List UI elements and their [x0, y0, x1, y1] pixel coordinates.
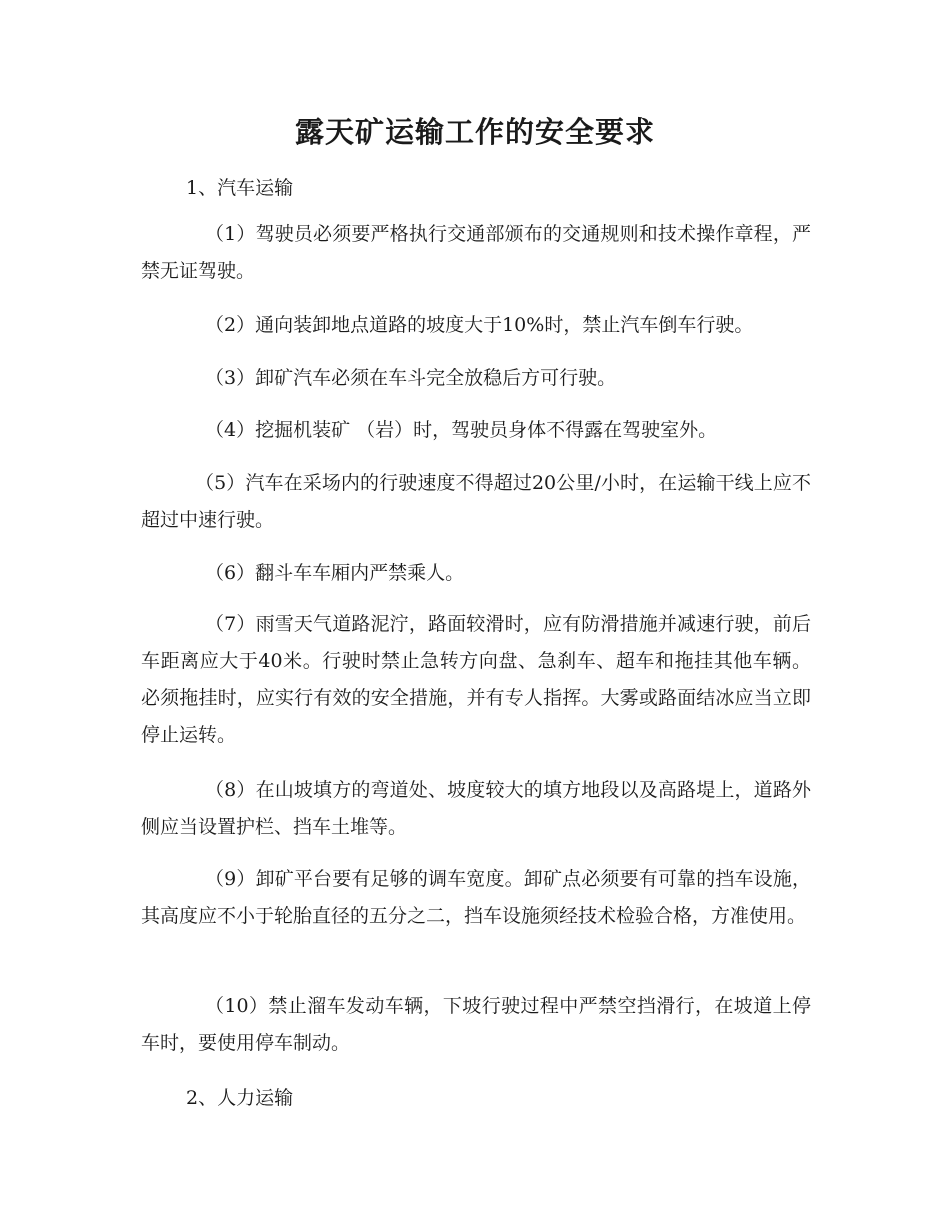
paragraph-item-3: （3）卸矿汽车必须在车斗完全放稳后方可行驶。: [205, 367, 617, 389]
section-heading-2: 2、人力运输: [186, 1087, 294, 1109]
paragraph-item-8: （8）在山坡填方的弯道处、坡度较大的填方地段以及高路堤上，道路外侧应当设置护栏、挡车土堆等。: [141, 779, 811, 838]
paragraph-item-5: （5）汽车在采场内的行驶速度不得超过20公里/小时，在运输干线上应不超过中速行驶。: [141, 472, 811, 531]
paragraph-item-2: （2）通向装卸地点道路的坡度大于10%时，禁止汽车倒车行驶。: [205, 314, 754, 336]
paragraph-item-10: （10）禁止溜车发动车辆，下坡行驶过程中严禁空挡滑行，在坡道上停车时，要使用停车制动。: [141, 995, 811, 1054]
paragraph-item-4: （4）挖掘机装矿 （岩）时，驾驶员身体不得露在驾驶室外。: [205, 419, 718, 441]
document-title: 露天矿运输工作的安全要求: [294, 115, 655, 149]
paragraph-item-9: （9）卸矿平台要有足够的调车宽度。卸矿点必须要有可靠的挡车设施，其高度应不小于轮胎直径的五分之二，挡车设施须经技术检验合格，方准使用。: [141, 868, 811, 927]
paragraph-item-6: （6）翻斗车车厢内严禁乘人。: [205, 562, 465, 584]
section-heading-1: 1、汽车运输: [186, 177, 294, 199]
paragraph-item-1: （1）驾驶员必须要严格执行交通部颁布的交通规则和技术操作章程，严禁无证驾驶。: [141, 223, 811, 282]
paragraph-item-7: （7）雨雪天气道路泥泞，路面较滑时，应有防滑措施并减速行驶，前后车距离应大于40米。行驶时禁止急转方向盘、急刹车、超车和拖挂其他车辆。必须拖挂时，应实行有效的安全措施，并有专人指挥。大雾或路面结冰应当立即停止运转。: [141, 613, 811, 746]
